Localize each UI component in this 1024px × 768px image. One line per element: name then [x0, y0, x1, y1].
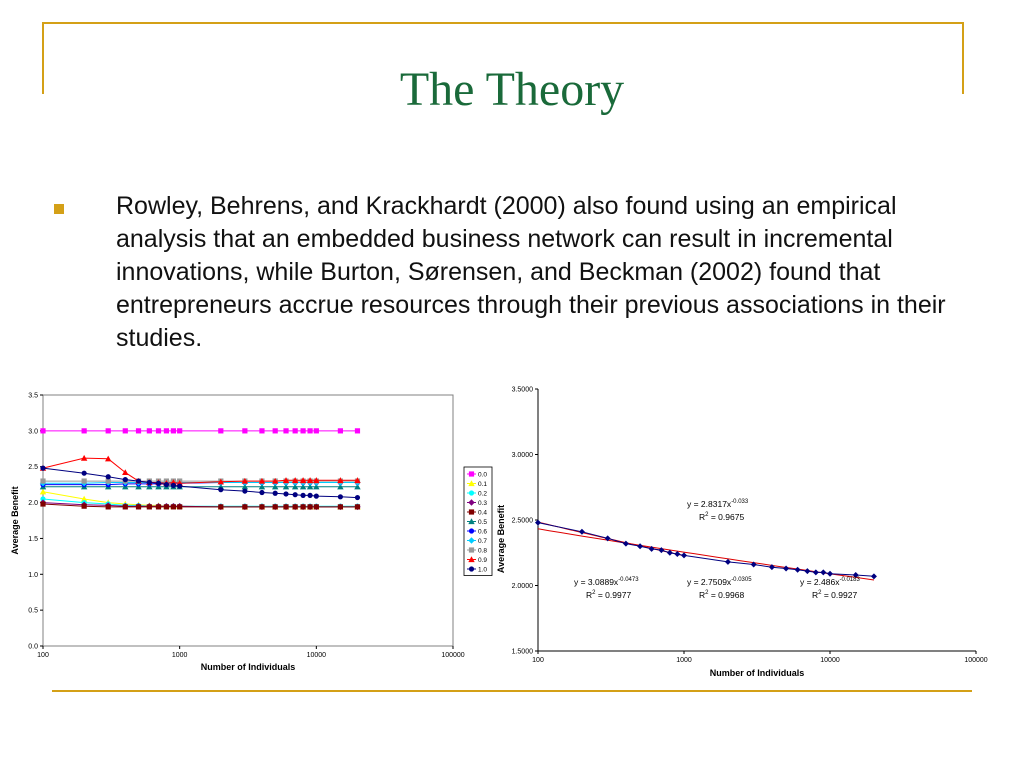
data-point [106, 504, 111, 509]
data-point [307, 428, 312, 433]
data-point [314, 428, 319, 433]
trend-equation: $y = 2.7509x^{-0.0305}$ [687, 577, 752, 587]
data-point [273, 428, 278, 433]
legend-marker [469, 547, 474, 552]
legend-label: 0.2 [478, 490, 488, 498]
legend-label: 0.8 [478, 547, 488, 555]
data-point [795, 567, 801, 573]
legend-label: 0.3 [478, 500, 488, 507]
trend-equation: $y = 2.8317x^{-0.033}$ [687, 499, 749, 509]
data-point [535, 520, 541, 526]
data-point [681, 552, 687, 558]
frame-line-bottom [52, 690, 972, 692]
y-tick-label: 3.0 [28, 428, 38, 436]
data-point [259, 504, 264, 509]
data-point [355, 428, 360, 433]
data-point [314, 504, 319, 509]
legend-marker [469, 509, 474, 514]
data-point [171, 483, 176, 488]
data-point [307, 493, 312, 498]
data-point [623, 541, 629, 547]
x-tick-label: 1000 [676, 657, 692, 664]
y-tick-label: 3.5 [28, 392, 38, 400]
chart-average-benefit-trend [462, 384, 992, 680]
data-point [123, 477, 128, 482]
y-tick-label: 3.0000 [511, 452, 533, 459]
x-tick-label: 100 [37, 652, 49, 659]
data-point [106, 474, 111, 479]
data-point [783, 565, 789, 571]
data-point [40, 466, 45, 471]
x-tick-label: 100 [532, 657, 544, 664]
data-point [171, 428, 176, 433]
plot-area [43, 395, 453, 646]
data-point [293, 504, 298, 509]
data-point [579, 529, 585, 535]
legend-label: 0.6 [478, 528, 488, 536]
data-point [82, 478, 87, 483]
legend-label: 0.0 [478, 471, 488, 479]
data-point [293, 428, 298, 433]
y-tick-label: 2.0 [28, 500, 38, 508]
x-tick-label: 1000 [171, 652, 188, 659]
chart-average-benefit-lines [8, 388, 472, 678]
data-point [147, 428, 152, 433]
y-axis-label: Average Benefit [496, 504, 506, 574]
data-point [725, 559, 731, 565]
trend-r-squared: $R^2 = 0.9968$ [699, 590, 745, 600]
data-point [242, 504, 247, 509]
slide-title: The Theory [399, 63, 625, 116]
x-tick-label: 100000 [441, 652, 465, 659]
data-point [283, 504, 288, 509]
y-tick-label: 0.5 [28, 607, 38, 615]
data-point [338, 504, 343, 509]
data-point [273, 504, 278, 509]
data-point [871, 573, 877, 579]
x-tick-label: 100000 [964, 657, 988, 664]
legend-label: 0.4 [478, 509, 488, 517]
trend-r-squared: $R^2 = 0.9977$ [586, 590, 632, 600]
legend-label: 0.7 [478, 538, 488, 545]
data-point [283, 491, 288, 496]
data-point [813, 569, 819, 575]
data-point [242, 488, 247, 493]
x-tick-label: 10000 [820, 657, 840, 664]
y-axis-label: Average Benefit [10, 486, 20, 555]
data-point [156, 504, 161, 509]
data-point [136, 428, 141, 433]
data-point [300, 504, 305, 509]
y-tick-label: 2.5000 [511, 517, 533, 525]
legend-label: 1.0 [478, 566, 488, 574]
legend-marker [469, 528, 474, 533]
series-line [538, 523, 874, 577]
data-point [355, 504, 360, 509]
data-point [147, 504, 152, 509]
data-point [40, 501, 45, 506]
data-point [82, 428, 87, 433]
data-point [123, 428, 128, 433]
y-tick-label: 2.0000 [511, 583, 533, 590]
data-point [147, 480, 152, 485]
bullet-text: Rowley, Behrens, and Krackhardt (2000) also found using an empirical analysis that an embedded business network can result in incremental innovations, while Burton, Sørensen, and Beckman (2002) found that entrepreneurs accrue resources through their previous associations in their studies. [116, 192, 946, 352]
data-point [164, 428, 169, 433]
x-axis-label: Number of Individuals [200, 662, 296, 672]
data-point [218, 504, 223, 509]
legend [464, 467, 492, 576]
trend-r-squared: $R^2 = 0.9675$ [699, 512, 745, 522]
data-point [40, 428, 45, 433]
data-point [40, 478, 45, 483]
legend-marker [469, 566, 474, 571]
data-point [307, 504, 312, 509]
data-point [164, 482, 169, 487]
data-point [338, 494, 343, 499]
data-point [164, 504, 169, 509]
data-point [293, 492, 298, 497]
data-point [804, 568, 810, 574]
data-point [355, 495, 360, 500]
data-point [314, 494, 319, 499]
y-tick-label: 2.5 [28, 464, 38, 472]
x-axis-label: Number of Individuals [709, 668, 805, 678]
data-point [218, 428, 223, 433]
data-point [156, 428, 161, 433]
data-point [177, 428, 182, 433]
data-point [637, 543, 643, 549]
data-point [338, 428, 343, 433]
legend-label: 0.5 [478, 519, 488, 526]
trend-equation: $y = 3.0889x^{-0.0473}$ [574, 577, 639, 587]
data-point [259, 428, 264, 433]
data-point [136, 504, 141, 509]
data-point [136, 478, 141, 483]
data-point [273, 491, 278, 496]
data-point [259, 490, 264, 495]
y-tick-label: 1.0 [28, 571, 38, 579]
data-point [827, 571, 833, 577]
data-point [177, 504, 182, 509]
y-tick-label: 1.5 [28, 535, 38, 543]
data-point [123, 504, 128, 509]
legend-marker [469, 471, 474, 476]
data-point [283, 428, 288, 433]
data-point [218, 487, 223, 492]
legend-label: 0.9 [478, 557, 488, 564]
data-point [156, 481, 161, 486]
data-point [300, 428, 305, 433]
data-point [106, 428, 111, 433]
data-point [82, 504, 87, 509]
data-point [82, 471, 87, 476]
legend-marker [469, 490, 474, 495]
data-point [171, 504, 176, 509]
trend-r-squared: $R^2 = 0.9927$ [812, 590, 858, 600]
data-point [300, 493, 305, 498]
data-point [242, 428, 247, 433]
bullet-square-icon [54, 204, 64, 214]
data-point [177, 483, 182, 488]
y-tick-label: 1.5000 [511, 648, 533, 656]
y-tick-label: 0.0 [28, 643, 38, 651]
data-point [820, 569, 826, 575]
frame-line-top [42, 22, 964, 24]
legend-label: 0.1 [478, 481, 488, 488]
y-tick-label: 3.5000 [511, 386, 533, 394]
x-tick-label: 10000 [306, 652, 327, 659]
trend-equation: $y = 2.486x^{-0.0183}$ [800, 577, 860, 587]
